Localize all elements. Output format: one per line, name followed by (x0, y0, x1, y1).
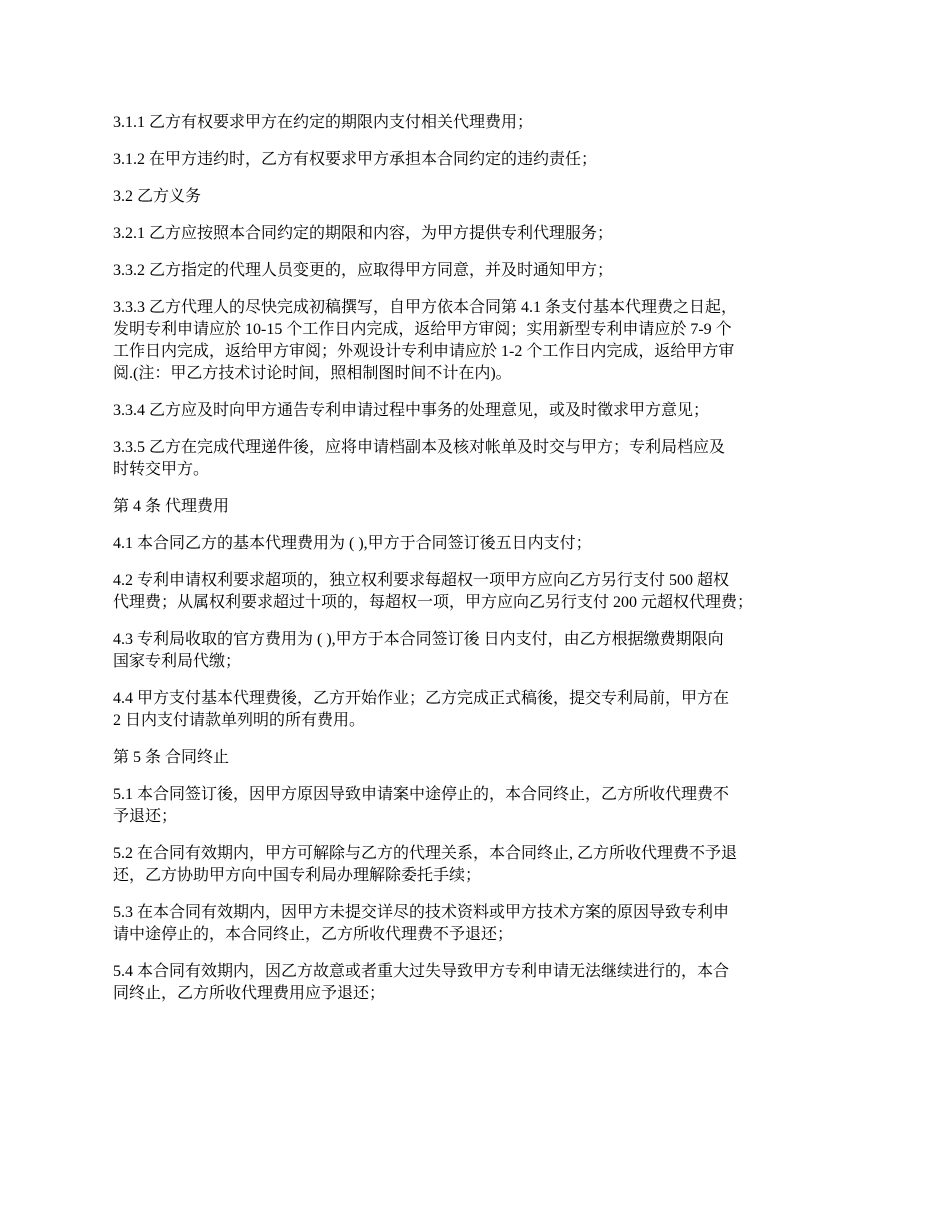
paragraph-3-3-3 (113, 297, 843, 385)
text-line: 3.2.1 乙方应按照本合同约定的期限和内容，为甲方提供专利代理服务； (113, 225, 614, 242)
document-page (113, 112, 843, 1020)
paragraph-3-2-1 (113, 223, 843, 245)
text-line: 请中途停止的，本合同终止，乙方所收代理费不予退还； (113, 926, 514, 943)
paragraph-3-3-5 (113, 437, 843, 481)
text-line: 5.4 本合同有效期内，因乙方故意或者重大过失导致甲方专利申请无法继续进行的，本合 (113, 963, 730, 980)
paragraph-5-1 (113, 784, 843, 828)
text-line: 3.1.2 在甲方违约时，乙方有权要求甲方承担本合同约定的违约责任； (113, 151, 598, 168)
text-line: 3.2 乙方义务 (113, 188, 202, 205)
text-line: 发明专利申请应於 10-15 个工作日内完成，返给甲方审阅；实用新型专利申请应於 7-9 个 (113, 321, 732, 338)
text-line: 国家专利局代缴； (113, 653, 242, 670)
text-line: 5.3 在本合同有效期内，因甲方未提交详尽的技术资料或甲方技术方案的原因导致专利申 (113, 904, 730, 921)
text-line: 4.3 专利局收取的官方费用为 ( ),甲方于本合同签订後 日内支付，由乙方根据缴费期限向 (113, 631, 724, 648)
section-heading-article-4 (113, 496, 843, 518)
text-line: 3.3.2 乙方指定的代理人员变更的，应取得甲方同意，并及时通知甲方； (113, 262, 614, 279)
paragraph-3-3-4 (113, 400, 843, 422)
text-line: 第 4 条 代理费用 (113, 498, 230, 515)
text-line: 还，乙方协助甲方向中国专利局办理解除委托手续； (113, 867, 482, 884)
text-line: 5.2 在合同有效期内，甲方可解除与乙方的代理关系，本合同终止, 乙方所收代理费不予退 (113, 845, 738, 862)
paragraph-3-1-1 (113, 112, 843, 134)
text-line: 2 日内支付请款单列明的所有费用。 (113, 712, 366, 729)
section-heading-article-5 (113, 747, 843, 769)
text-line: 3.1.1 乙方有权要求甲方在约定的期限内支付相关代理费用； (113, 114, 534, 131)
text-line: 阅.(注：甲乙方技术讨论时间，照相制图时间不计在内)。 (113, 365, 512, 382)
text-line: 3.3.5 乙方在完成代理递件後，应将申请档副本及核对帐单及时交与甲方；专利局档应及 (113, 439, 726, 456)
text-line: 5.1 本合同签订後，因甲方原因导致申请案中途停止的，本合同终止，乙方所收代理费不 (113, 786, 730, 803)
text-line: 代理费；从属权利要求超过十项的，每超权一项，甲方应向乙另行支付 200 元超权代理费； (113, 594, 754, 611)
text-line: 3.3.4 乙方应及时向甲方通告专利申请过程中事务的处理意见，或及时徵求甲方意见； (113, 402, 710, 419)
paragraph-5-2 (113, 843, 843, 887)
text-line: 3.3.3 乙方代理人的尽快完成初稿撰写，自甲方依本合同第 4.1 条支付基本代理费之日起， (113, 299, 738, 316)
text-line: 4.1 本合同乙方的基本代理费用为 ( ),甲方于合同签订後五日内支付； (113, 535, 592, 552)
text-line: 工作日内完成，返给甲方审阅；外观设计专利申请应於 1-2 个工作日内完成，返给甲方审 (113, 343, 735, 360)
paragraph-3-1-2 (113, 149, 843, 171)
paragraph-4-1 (113, 533, 843, 555)
section-heading-3-2 (113, 186, 843, 208)
paragraph-4-3 (113, 629, 843, 673)
paragraph-4-4 (113, 688, 843, 732)
paragraph-4-2 (113, 570, 843, 614)
text-line: 时转交甲方。 (113, 461, 210, 478)
text-line: 第 5 条 合同终止 (113, 749, 230, 766)
text-line: 4.2 专利申请权利要求超项的，独立权利要求每超权一项甲方应向乙方另行支付 500 超权 (113, 572, 730, 589)
text-line: 4.4 甲方支付基本代理费後，乙方开始作业；乙方完成正式稿後，提交专利局前，甲方在 (113, 690, 730, 707)
paragraph-5-3 (113, 902, 843, 946)
paragraph-3-3-2 (113, 260, 843, 282)
text-line: 同终止，乙方所收代理费用应予退还； (113, 985, 386, 1002)
paragraph-5-4 (113, 961, 843, 1005)
text-line: 予退还； (113, 808, 178, 825)
